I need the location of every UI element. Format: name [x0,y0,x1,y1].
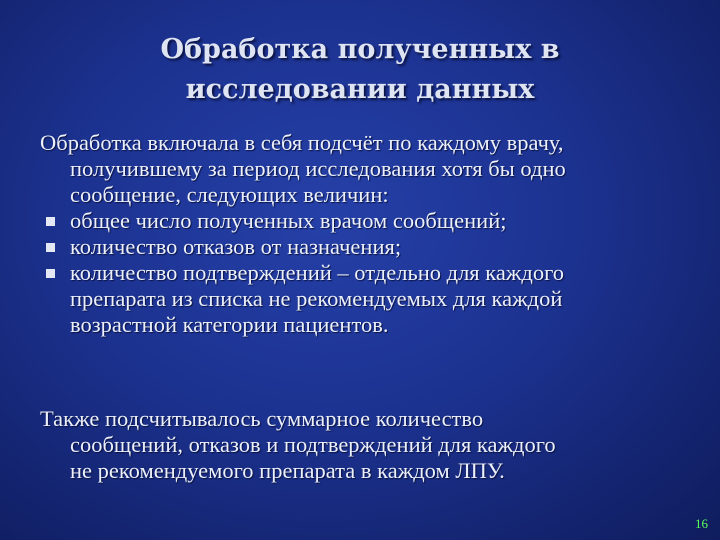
intro-paragraph [40,130,700,338]
slide-title-line: Обработка полученных в [160,34,560,65]
bullet-item [40,234,700,260]
paragraph-line: Обработка включала в себя подсчёт по каждому врачу, [40,130,564,155]
page-number: 16 [695,516,708,531]
bullet-list [40,208,700,338]
slide-title-line: исследовании данных [185,74,535,105]
paragraph-line: сообщение, следующих величин: [70,182,389,207]
slide-title [100,30,620,110]
bullet-item [40,208,700,234]
square-bullet-icon [46,269,55,278]
bullet-text: количество подтверждений – отдельно для каждого [70,260,565,285]
summary-paragraph [40,406,700,484]
paragraph-line: Также подсчитывалось суммарное количество [40,406,484,431]
bullet-text: препарата из списка не рекомендуемых для каждой [70,286,563,311]
paragraph-line: получившему за период исследования хотя бы одно [70,156,566,181]
bullet-text: возрастной категории пациентов. [70,312,389,337]
bullet-text: общее число полученных врачом сообщений; [70,208,507,233]
bullet-text: количество отказов от назначения; [70,234,402,259]
bullet-item [40,260,700,338]
paragraph-line: не рекомендуемого препарата в каждом ЛПУ. [70,458,505,483]
square-bullet-icon [46,243,55,252]
square-bullet-icon [46,217,55,226]
paragraph-line: сообщений, отказов и подтверждений для каждого [70,432,556,457]
